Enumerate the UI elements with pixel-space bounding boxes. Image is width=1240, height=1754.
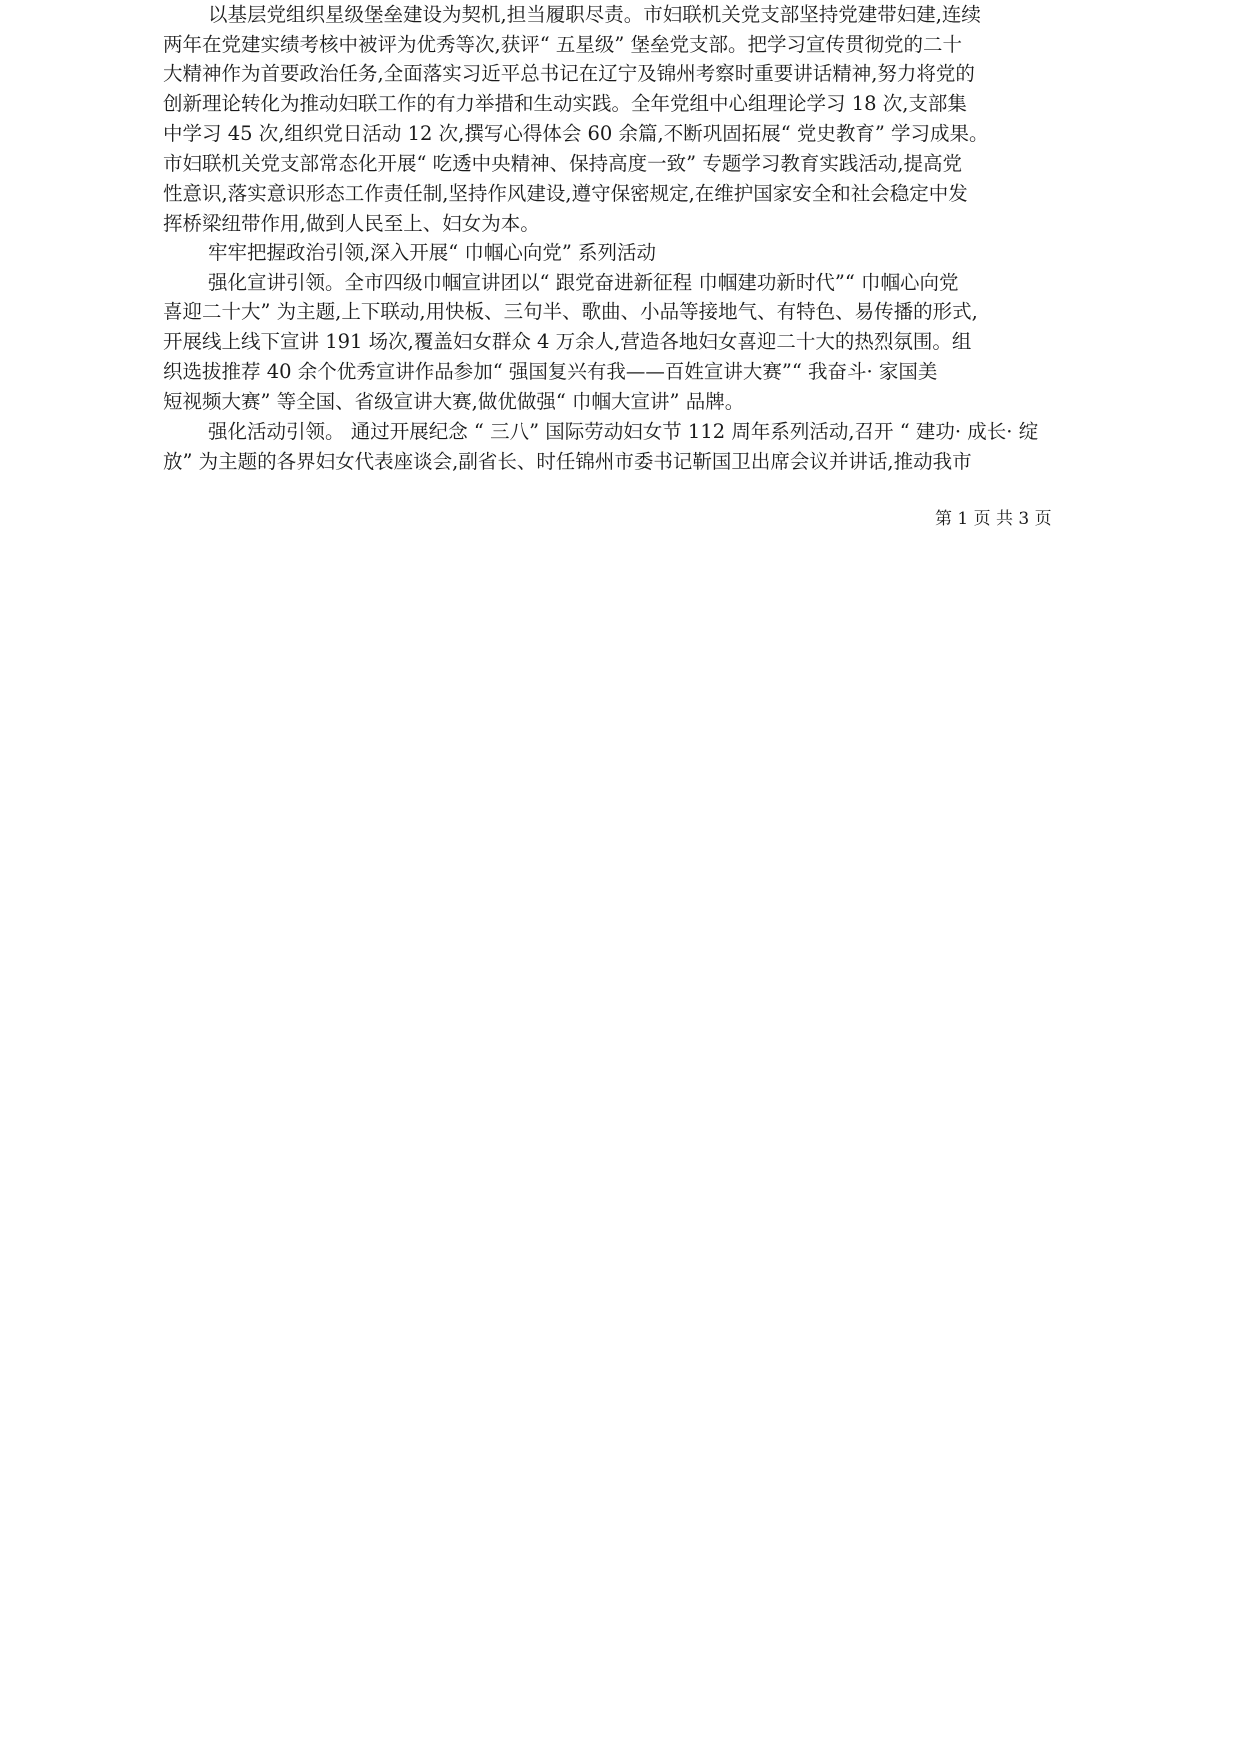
text-line: 织选拔推荐 40 余个优秀宣讲作品参加“ 强国复兴有我——百姓宣讲大赛”“ 我奋斗· 家国美 [163,360,938,383]
text-line: 挥桥梁纽带作用,做到人民至上、妇女为本。 [163,212,540,235]
text-line: 喜迎二十大” 为主题,上下联动,用快板、三句半、歌曲、小品等接地气、有特色、易传播的形式, [163,300,978,323]
text-line: 强化活动引领。 通过开展纪念 “ 三八” 国际劳动妇女节 112 周年系列活动,召开 “ 建功· 成长· 绽 [208,420,1039,443]
text-line: 强化宣讲引领。全市四级巾帼宣讲团以“ 跟党奋进新征程 巾帼建功新时代”“ 巾帼心向党 [208,271,959,294]
text-line: 大精神作为首要政治任务,全面落实习近平总书记在辽宁及锦州考察时重要讲话精神,努力将党的 [163,62,975,85]
page-number-footer: 第 1 页 共 3 页 [935,509,1052,529]
text-line: 两年在党建实绩考核中被评为优秀等次,获评“ 五星级” 堡垒党支部。把学习宣传贯彻党的二十 [163,33,963,56]
text-line: 创新理论转化为推动妇联工作的有力举措和生动实践。全年党组中心组理论学习 18 次,支部集 [163,92,967,115]
section-heading: 牢牢把握政治引领,深入开展“ 巾帼心向党” 系列活动 [208,241,657,264]
text-line: 短视频大赛” 等全国、省级宣讲大赛,做优做强“ 巾帼大宣讲” 品牌。 [163,390,745,413]
text-line: 以基层党组织星级堡垒建设为契机,担当履职尽责。市妇联机关党支部坚持党建带妇建,连续 [208,3,981,26]
text-line: 开展线上线下宣讲 191 场次,覆盖妇女群众 4 万余人,营造各地妇女喜迎二十大的热烈氛围。组 [163,330,972,353]
text-line: 性意识,落实意识形态工作责任制,坚持作风建设,遵守保密规定,在维护国家安全和社会稳定中发 [163,182,968,205]
text-line: 市妇联机关党支部常态化开展“ 吃透中央精神、保持高度一致” 专题学习教育实践活动,提高党 [163,152,963,175]
text-line: 中学习 45 次,组织党日活动 12 次,撰写心得体会 60 余篇,不断巩固拓展“ 党史教育” 学习成果。 [163,122,989,145]
text-line: 放” 为主题的各界妇女代表座谈会,副省长、时任锦州市委书记靳国卫出席会议并讲话,推动我市 [163,450,972,473]
